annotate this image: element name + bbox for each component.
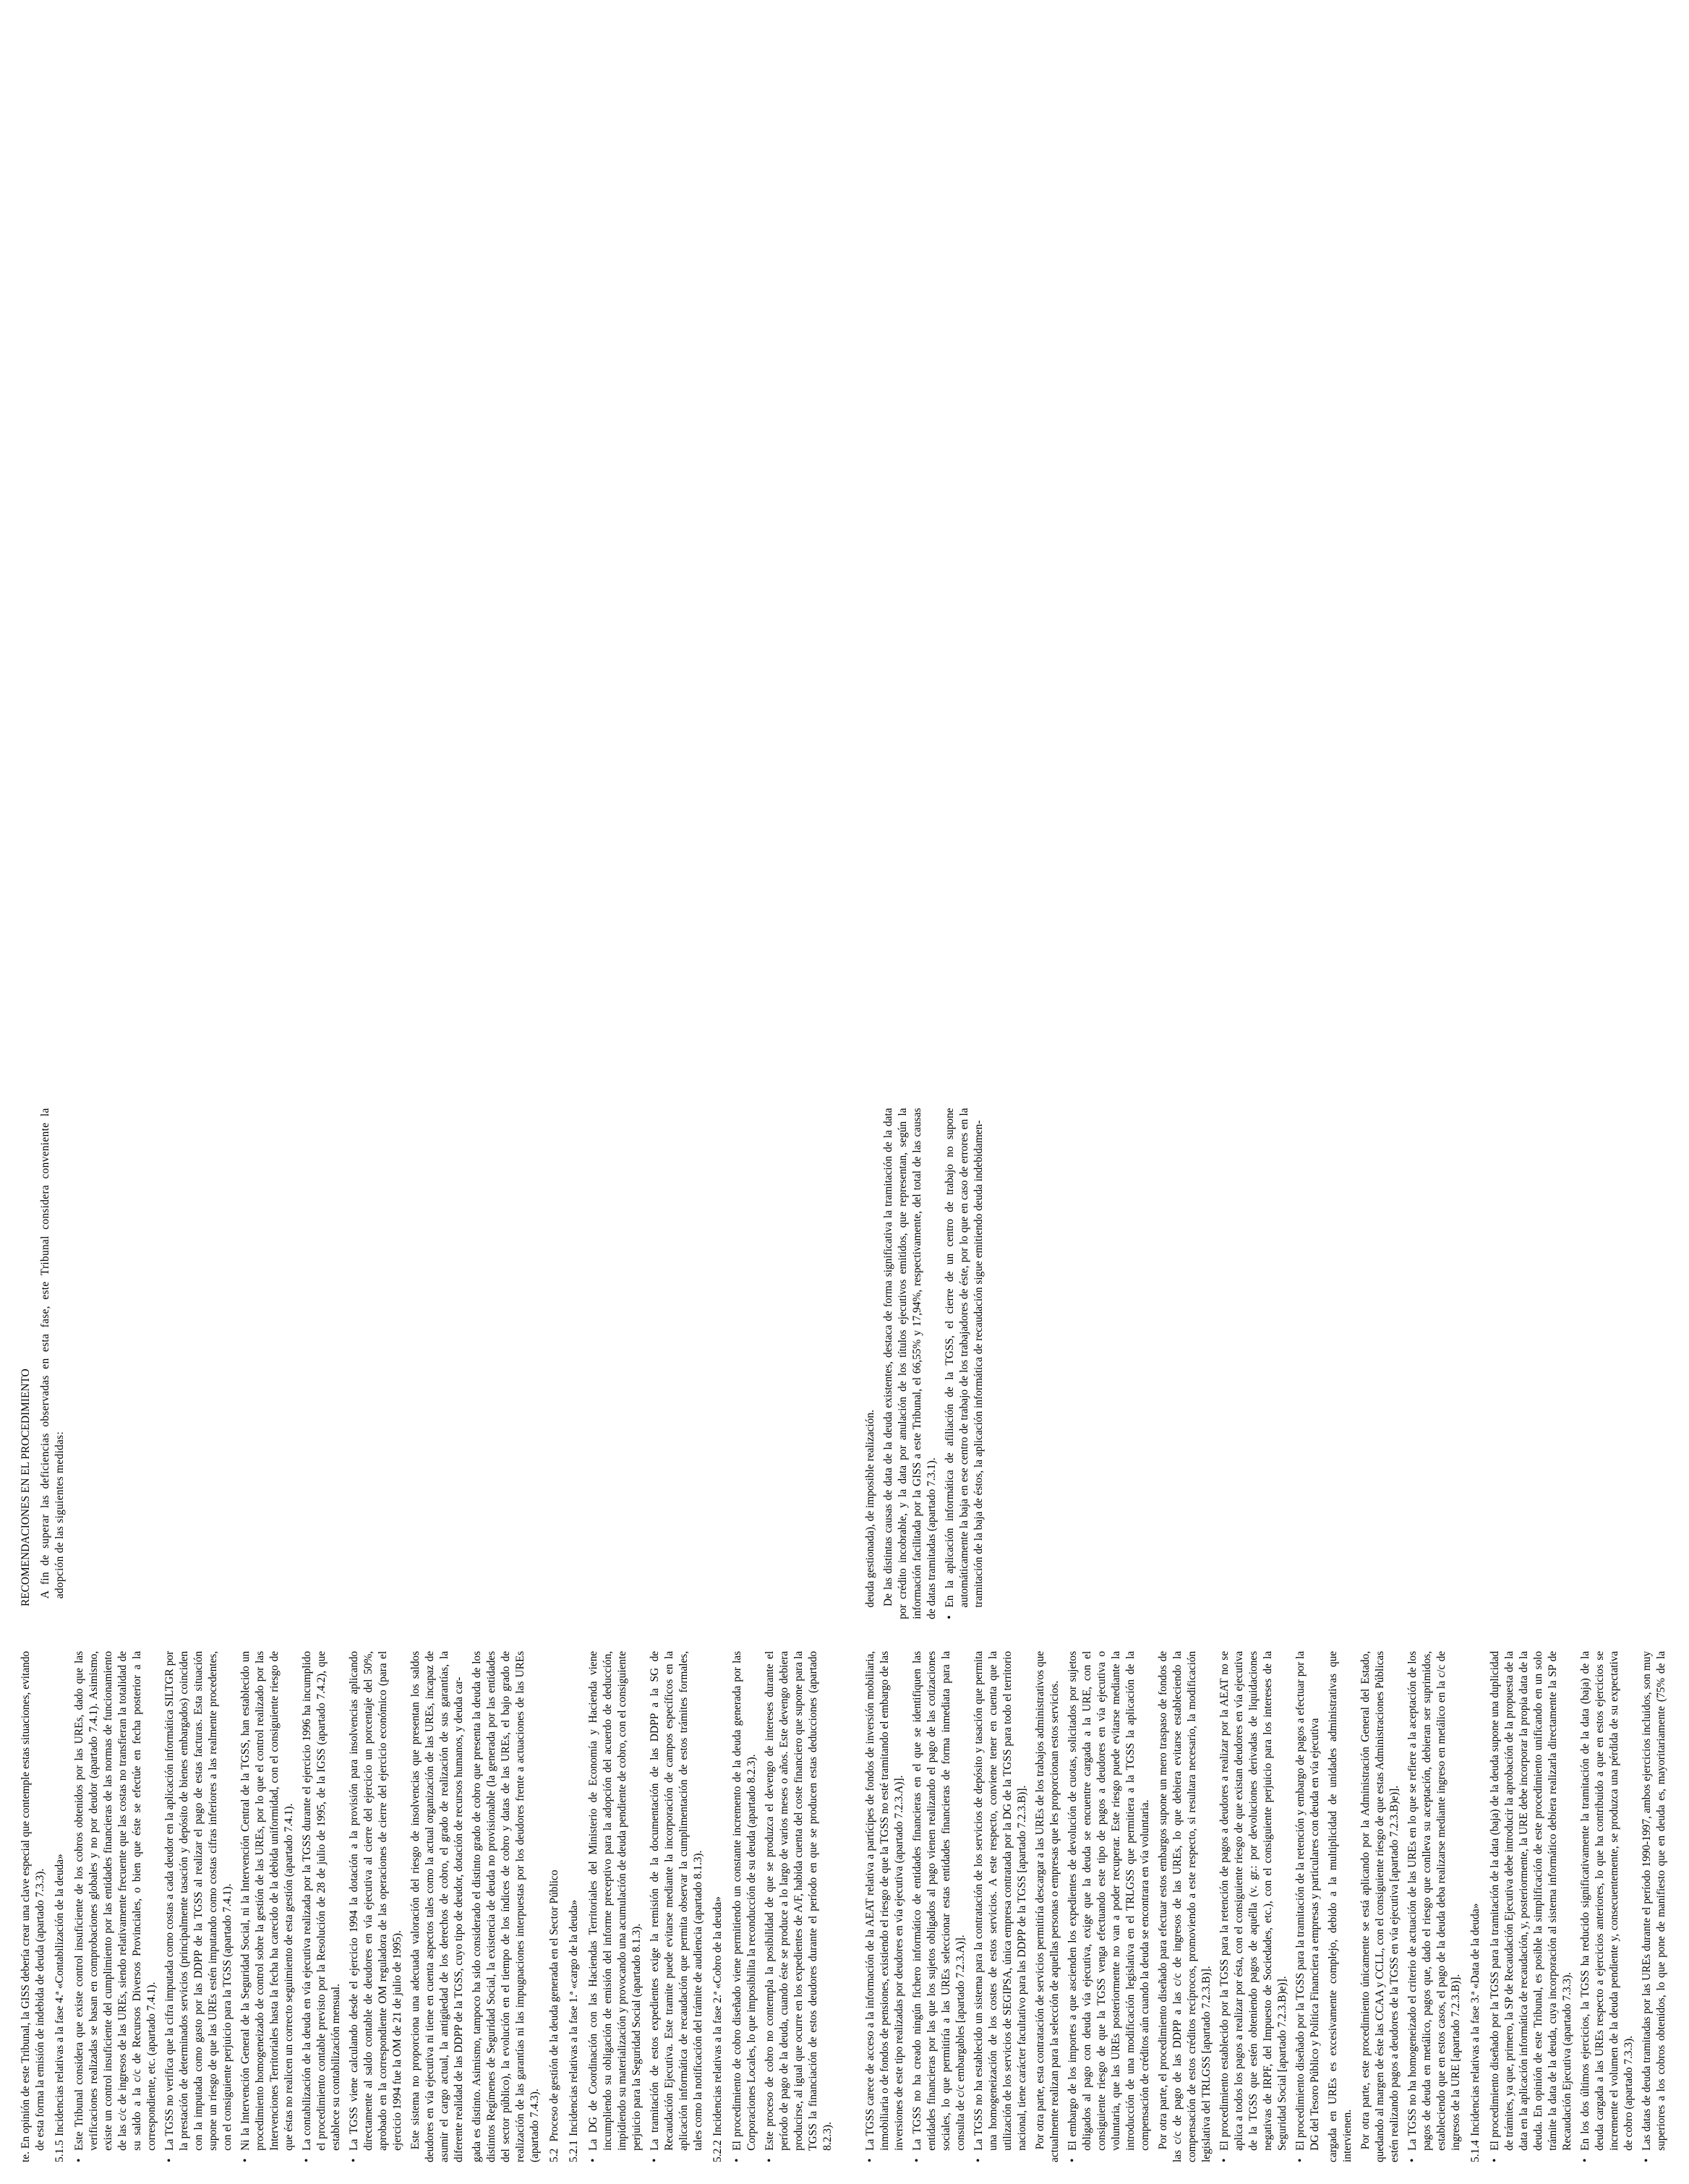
bullet-item: •La contabilización de la deuda en vía ejecutiva realizada por la TGSS durante el ejercicio 1996 ha incumplido el procedimiento contable previsto por la Resolución de 28 de julio de 1995, de la IGSS (apartado 7.4.2), que establece su contabilización mensual. [300,1650,342,2162]
section-title: Incidencias relativas a la fase 1.ª «cargo de la deuda» [567,1899,580,2136]
bullet-item: •La TGSS no ha establecido un sistema para la contratación de los servicios de depósito y tasación que permita una homogeneización de los costes de estos servicios. A este respecto, conviene tener en cuenta que la utilización de los servicios de SEGIPSA, única empresa contratada por la DG de la TGSS para todo el territorio nacional, tiene carácter facultativo para las DDPP de la TGSS [apartado 7.2.3.B)]. [972,1650,1028,2162]
document-page-upper [0,0,844,2184]
section-number: 5.1.5 [53,2140,66,2162]
bullet-item: •El procedimiento diseñado por la TGSS para la tramitación de la retención y embargo de pagos a efectuar por la DG del Tesoro Público y Política Financiera a empresas y particulares con deuda en vía ejecutiva [1294,1650,1321,2162]
bullet-marker: • [72,2158,85,2162]
bullet-marker: • [586,2158,599,2162]
bullet-marker: • [864,2158,876,2162]
section-title: Incidencias relativas a la fase 4.ª «Contabilización de la deuda» [53,1854,66,2136]
bullet-marker: • [910,2158,923,2162]
bullet-item: •El embargo de los importes a que ascienden los expedientes de devolución de cuotas, solicitados por sujetos obligados al pago con deuda vía ejecutiva, exige que la deuda se encuentre cargada a la URE, con el consiguiente riesgo de que la TGSS venga efectuando este tipo de pagos a deudores en vía ejecutiva o voluntaria, que las UREs posteriormente no van a poder recuperar. Este riesgo puede evitarse mediante la introducción de una modificación legislativa en el TRLGSS que permitiera a la TGSS la aplicación de la compensación de créditos aún cuando la deuda se encontrara en vía voluntaria. [1066,1650,1151,2162]
paragraph: Este sistema no proporciona una adecuada valoración del riesgo de insolvencias que presentan los saldos deudores en vía ejecutiva ni tiene en cuenta aspectos tales como la actual organización de las UREs, incapaz de asumir el cargo actual, la antigüedad de los derechos de cobro, el grado de realización de sus garantías, la diferente realidad de las DDPP de la TGSS, cuyo tipo de deudor, dotación de recursos humanos, y deuda car- [409,1650,465,2162]
page-lower-columns [863,22,1682,2162]
paragraph: cargada en UREs es excesivamente complejo, debido a la multiplicidad de unidades administrativas que intervienen. [1326,1650,1354,2162]
paragraph: Por otra parte, esta contratación de servicios permitiría descargar a las UREs de los trabajos administrativos que actualmente realizan para la selección de aquellas personas o empresas que les proporcionan estos servicios. [1033,1650,1061,2162]
section-title: Incidencias relativas a la fase 3.ª «Data de la deuda» [1468,1903,1481,2136]
bullet-item: •La TGSS carece de acceso a la información de la AEAT relativa a partícipes de fondos de inversión mobiliaria, inmobiliaria o de fondos de pensiones, existiendo el riesgo de que la TGSS no esté tramitando el embargo de las inversiones de este tipo realizadas por deudores en vía ejecutiva (apartado 7.2.3.A)]. [864,1650,906,2162]
section-heading-recommendations [38,1108,67,1619]
section-heading [711,1651,725,2162]
bullet-marker: • [972,2158,985,2162]
paragraph: te. En opinión de este Tribunal, la GISS debería crear una clave especial que contemple estas situaciones, evitando de esta forma la emisión de indebida de deuda (apartado 7.3.3). [20,1650,47,2162]
document-page-lower [844,0,1689,2184]
bullet-item: •El procedimiento establecido por la TGSS para la retención de pagos a deudores a realizar por la AEAT no se aplica a todos los pagos a realizar por ésta, con el consiguiente riesgo de que existan deudores en vía ejecutiva de la TGSS que estén obteniendo pagos de aquélla (v. gr.: por devoluciones derivadas de liquidaciones negativas de IRPF, del Impuesto de Sociedades, etc.), con el consiguiente perjuicio para los intereses de la Seguridad Social [apartado 7.2.3.B)e)]. [1218,1650,1288,2162]
section-number: 5.2 [547,2148,560,2162]
bullet-item: •En los dos últimos ejercicios, la TGSS ha reducido significativamente la tramitación de la data (baja) de la deuda cargada a las UREs respecto a ejercicios anteriores, lo que ha contribuido a que en estos ejercicios se incremente el volumen de la deuda pendiente y, consecuentemente, se produzca una pérdida de su expectativa de cobro (apartado 7.3.3). [1578,1650,1635,2162]
bullet-marker: • [347,2158,360,2162]
page-upper-columns [19,22,837,2162]
bullet-item: •El procedimiento de cobro diseñado viene permitiendo un constante incremento de la deuda generada por las Corporaciones Locales, lo que imposibilita la reconducción de su deuda (apartado 8.2.3). [730,1650,758,2162]
bullet-item: •La TGSS viene calculando desde el ejercicio 1994 la dotación a la provisión para insolvencias aplicando directamente al saldo contable de deudores en vía ejecutiva al cierre del ejercicio un porcentaje del 50%, aprobado en la correspondiente OM reguladora de las operaciones de cierre del ejercicio económico (para el ejercicio 1994 fue la OM de 21 de julio de 1995). [347,1650,403,2162]
bullet-item: •En la aplicación informática de afiliación de la TGSS, el cierre de un centro de trabajo no supone automáticamente la baja en ese centro de trabajo de los trabajadores de éste, por lo que en caso de errores en la tramitación de la baja de éstos, la aplicación informática de recaudación sigue emitiendo deuda indebidamen- [943,1108,985,1619]
paragraph: Por otra parte, el procedimiento diseñado para efectuar estos embargos supone un mero traspaso de fondos de las c/c de pago de las DDPP a las c/c de ingresos de las UREs, lo que debiera evitarse estableciendo la compensación de estos créditos recíprocos, promoviendo a este respecto, si resultara necesario, la modificación legislativa del TRLGSS [apartado 7.2.3.B)]. [1156,1650,1213,2162]
paragraph: De las distintas causas de data de la deuda existentes, destaca de forma significativa la tramitación de la data por crédito incobrable, y la data por anulación de los títulos ejecutivos emitidos, que representan, según la información facilitada por la GISS a este Tribunal, el 66,55% y 17,94%, respectivamente, del total de las causas de datas tramitadas (apartado 7.3.1). [881,1108,938,1619]
paragraph: gada es distinto. Asimismo, tampoco ha sido considerado el distinto grado de cobro que presenta la deuda de los distintos Regímenes de Seguridad Social, la existencia de deuda no provisionable (la generada por las entidades del sector público), la evolución en el tiempo de los índices de cobro y datas de las UREs, el bajo grado de realización de las garantías ni las impugnaciones interpuestas por los deudores frente a actuaciones de las UREs (apartado 7.4.3). [470,1650,541,2162]
section-title: Incidencias relativas a la fase 2.ª «Cobro de la deuda» [711,1896,724,2136]
section-number: 5.1.4 [1468,2140,1481,2162]
bullet-marker: • [648,2158,661,2162]
bullet-item: •Ni la Intervención General de la Seguridad Social, ni la Intervención Central de la TGSS, han establecido un procedimiento homogeneizado de control sobre la gestión de las UREs, por lo que el control realizado por las Intervenciones Territoriales hasta la fecha ha carecido de la debida uniformidad, con el consiguiente riesgo de que éstas no realicen un correcto seguimiento de esta gestión (apartado 7.4.1). [239,1650,295,2162]
bullet-item: •El procedimiento diseñado por la TGSS para la tramitación de la data (baja) de la deuda supone una duplicidad de trámites, ya que, primero, la SP de Recaudación Ejecutiva debe introducir la aprobación de la propuesta de la data en la aplicación informática de recaudación, y, posteriormente, la URE debe incorporar la propia data de la deuda. En opinión de este Tribunal, es posible la simplificación de este procedimiento unificando en un solo trámite la data de la deuda, cuya incorporación al sistema informático debiera realizarla directamente la SP de Recaudación Ejecutiva (apartado 7.3.3). [1488,1650,1573,2162]
section-title: A fin de superar las deficiencias observadas en esta fase, este Tribunal considera conveniente la adopción de las siguientes medidas: [38,1108,66,1599]
bullet-marker: • [239,2158,252,2162]
section-heading [547,1651,562,2162]
section-heading [1468,1651,1483,2162]
bullet-marker: • [300,2158,313,2162]
bullet-marker: • [1406,2158,1419,2162]
bullet-item: •La tramitación de estos expedientes exige la remisión de la documentación de las DDPP a la SG de Recaudación Ejecutiva. Este tramite puede evitarse mediante la incorporación de campos específicos en la aplicación informática de recaudación que permita observar la cumplimentación de estos trámites formales, tales como la notificación del trámite de audiencia (apartado 8.1.3). [648,1650,704,2162]
bullet-item: •La TGSS no ha creado ningún fichero informático de entidades financieras en el que se identifiquen las entidades financieras por las que los sujetos obligados al pago vienen realizando el pago de las cotizaciones sociales, lo que permitiría a las UREs seleccionar estas entidades financieras de forma inmediata para la consulta de c/c embargables [apartado 7.2.3.A)]. [910,1650,967,2162]
section-heading [53,1651,67,2162]
bullet-item: •La DG de Coordinación con las Haciendas Territoriales del Ministerio de Economía y Hacienda viene incumpliendo su obligación de emisión del informe preceptivo para la adopción del acuerdo de deducción, impidiendo su materialización y provocando una acumulación de deuda pendiente de cobro, con el consiguiente perjuicio para la Seguridad Social (apartado 8.1.3). [586,1650,643,2162]
bullet-item: •La TGSS no ha homogeneizado el criterio de actuación de las UREs en lo que se refiere a la aceptación de los pagos de deuda en metálico, pagos que, dado el riesgo que conlleva su aceptación, debieran ser suprimidos, estableciendo que en estos casos, el pago de la deuda deba realizarse mediante ingreso en metálico en la c/c de ingresos de la URE [apartado 7.2.3.B)]. [1406,1650,1462,2162]
bullet-marker: • [730,2158,743,2162]
section-heading [567,1651,581,2162]
bullet-item: •Las datas de deuda tramitadas por las UREs durante el período 1990-1997, ambos ejercicios incluidos, son muy superiores a los cobros obtenidos, lo que pone de manifiesto que en deuda es, mayoritariamente (75% de la deuda gestionada), de imposible realización. [864,1410,1667,2162]
bullet-marker: • [943,1615,956,1619]
bullet-item: •Este Tribunal considera que existe control insuficiente de los cobros obtenidos por las UREs, dado que las verificaciones realizadas se basan en comprobaciones globales y no por deudor (apartado 7.4.1). Asimismo, existe un control insuficiente del cumplimiento por las entidades financieras de las normas de funcionamiento de las c/c de ingresos de las UREs, siendo relativamente frecuente que las costas no transfieran la totalidad de su saldo a la c/c de Recursos Diversos Provinciales, o bien que éste se efectúe en fecha posterior a la correspondiente, etc. (apartado 7.4.1). [72,1650,158,2162]
bullet-marker: • [1488,2158,1501,2162]
bullet-marker: • [1294,2158,1307,2162]
section-number: 5.2.1 [567,2140,580,2162]
bullet-marker: • [1066,2158,1079,2162]
bullet-item: •La TGSS no verifica que la cifra imputada como costas a cada deudor en la aplicación informática SILTGR por la prestación de determinados servicios (principalmente tasación y depósito de bienes embargados) coinciden con la imputada como gasto por las DDPP de la TGSS al realizar el pago de estas facturas. Esta situación supone un riesgo de que las UREs estén imputando como costas cifras inferiores a las realmente procedentes, con el consiguiente perjuicio para la TGSS (apartado 7.4.1). [163,1650,234,2162]
paragraph: Por otra parte, este procedimiento únicamente se está aplicando por la Administración General del Estado, quedando al margen de éste las CCAA y CCLL, con el consiguiente riesgo de que estas Administraciones Públicas estén realizando pagos a deudores de la TGSS en vía ejecutiva [apartado 7.2.3.B)e)]. [1359,1650,1401,2162]
section-number: 5.2.2 [711,2140,724,2162]
section-title: Proceso de gestión de la deuda generada en el Sector Público [547,1870,560,2142]
paragraph: RECOMENDACIONES EN EL PROCEDIMIENTO [20,1369,32,1607]
bullet-marker: • [1578,2158,1591,2162]
bullet-marker: • [763,2158,776,2162]
bullet-marker: • [1218,2158,1231,2162]
bullet-item: •Este proceso de cobro no contempla la posibilidad de que se produzca el devengo de intereses durante el período de pago de la deuda, cuando éste se produce a lo largo de varios meses o años. Este devengo debiera producirse, al igual que ocurre en los expedientes de A/F, habida cuenta del coste financiero que supone para la TGSS la financiación de estos deudores durante el período en que se producen estas deducciones (apartado 8.2.3). [763,1650,834,2162]
bullet-marker: • [163,2158,176,2162]
bullet-marker: • [1640,2158,1653,2162]
